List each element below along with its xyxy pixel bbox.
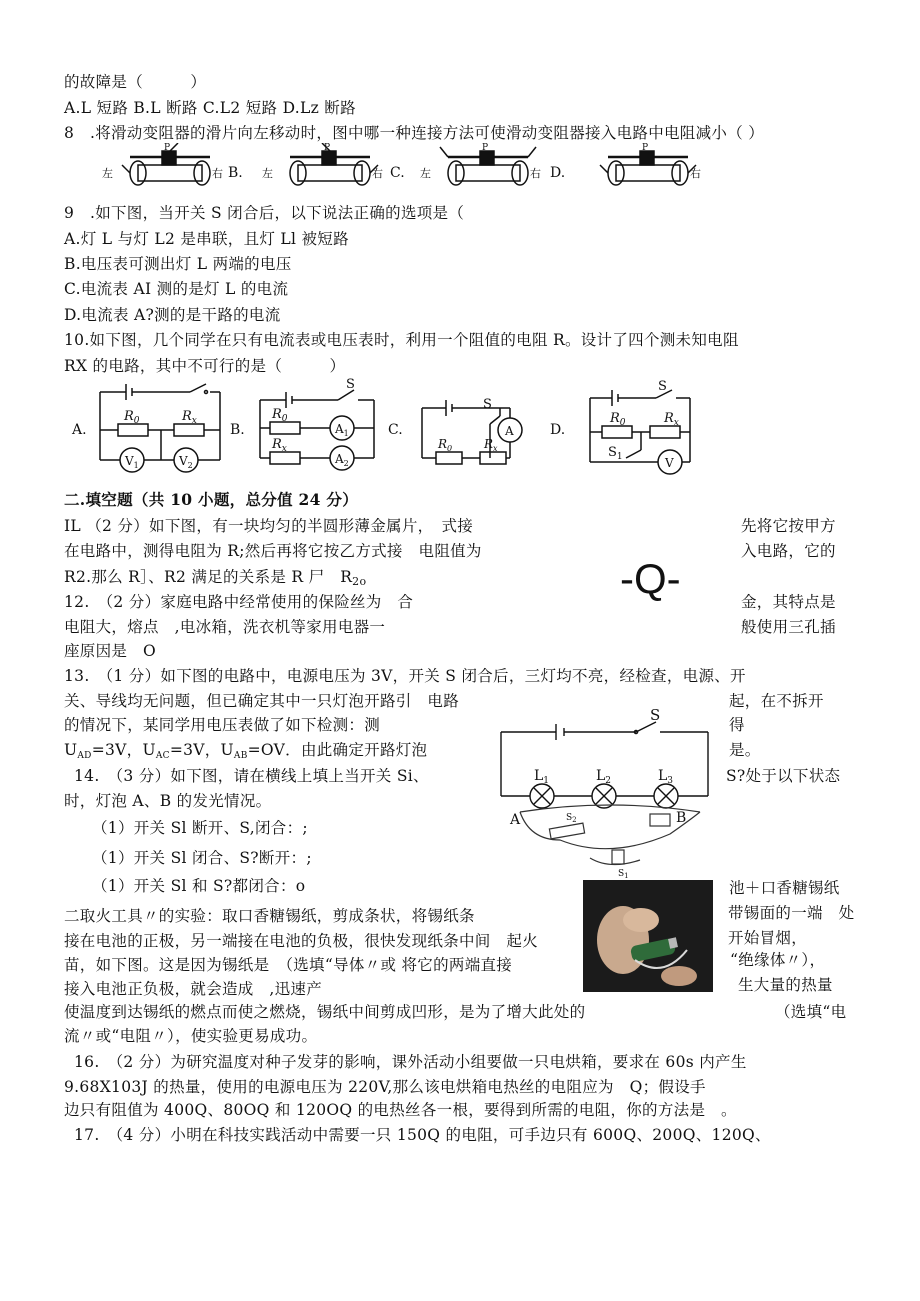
rheostat-a: [102, 143, 223, 185]
q11-line1: IL （2 分）如下图，有一块均匀的半圆形薄金属片， 式接: [64, 517, 474, 535]
svg-text:L3: $L_3$: [658, 768, 674, 786]
right-label: 右: [372, 167, 383, 180]
q13-line4-right: 是。: [729, 741, 761, 759]
svg-text:R0: $R_0$: [610, 411, 626, 428]
option-d-label: D.: [550, 165, 566, 181]
option-a-label: A.: [72, 422, 87, 438]
svg-text:R0: $R_0$: [272, 407, 288, 424]
option-d-label: D.: [550, 422, 566, 438]
q11-figure-mark: -Q-: [620, 555, 681, 602]
v2-label: $V_2$: [179, 454, 193, 470]
q7-tail: 的故障是（ ）: [64, 73, 207, 91]
switch-s-label: S: [483, 397, 492, 412]
q13-line2-right: 起，在不拆开: [729, 692, 824, 710]
q11-line2: 在电路中，测得电阻为 R;然后再将它按乙方式接 电阻值为: [64, 542, 482, 560]
q11-line3: R2.那么 R］、R2 满足的关系是 R 尸 R2o: [64, 568, 367, 588]
q15-line3-right: 开始冒烟，: [728, 929, 808, 947]
q16-line2: 9.68X103J 的热量，使用的电源电压为 220V,那么该电烘箱电热丝的电阻应为 Q；假设手: [64, 1078, 706, 1096]
svg-text:Rx: $R_x$: [664, 411, 679, 428]
svg-text:S1: $S_1$: [618, 869, 629, 880]
q16-line1: 16. （2 分）为研究温度对种子发芽的影响，课外活动小组要做一只电烘箱，要求在 60s 内产生: [74, 1053, 747, 1071]
q13-line3: 的情况下，某同学用电压表做了如下检测：测: [64, 716, 381, 734]
left-label: 左: [420, 167, 431, 180]
q9-option-d: D.电流表 A?测的是干路的电流: [64, 306, 281, 324]
q15-line4-right: “绝缘体〃），: [730, 951, 826, 969]
rheostat-c: [420, 143, 541, 185]
q15-line6: 流〃或“电阻〃），使实验更易成功。: [64, 1027, 318, 1045]
svg-text:A1: $A_1$: [335, 422, 349, 438]
q11-line1-right: 先将它按甲方: [741, 517, 836, 535]
svg-text:B: B: [676, 810, 687, 826]
circuit-d: [590, 379, 690, 474]
svg-text:S: S: [650, 706, 661, 724]
q9-stem: 9 .如下图，当开关 S 闭合后，以下说法正确的选项是（: [64, 204, 465, 222]
option-b-label: B.: [228, 165, 243, 181]
svg-text:Rx: $R_x$: [272, 437, 287, 454]
left-label: 左: [262, 167, 273, 180]
svg-text:A: A: [510, 812, 521, 828]
q14-circuit-figure: [500, 800, 720, 880]
q12-line2: 电阻大，熔点 ,电冰箱，洗衣机等家用电器一: [64, 618, 386, 636]
svg-text:A: A: [505, 424, 514, 438]
slider-label: P: [324, 143, 331, 153]
q10-stem-1: 10.如下图，几个同学在只有电流表或电压表时，利用一个阻值的电阻 R。设计了四个测未知电阻: [64, 331, 739, 349]
q12-line1: 12. （2 分）家庭电路中经常使用的保险丝为 合: [64, 593, 414, 611]
slider-label: P: [164, 143, 171, 153]
svg-text:L2: $L_2$: [596, 768, 612, 786]
q15-line1: 二取火工具〃的实验：取口香糖锡纸，剪成条状，将锡纸条: [64, 907, 475, 925]
circuit-b: [260, 378, 374, 470]
q14-stem: 14. （3 分）如下图，请在横线上填上当开关 Si、: [74, 767, 429, 785]
q14-item3: （1）开关 Sl 和 S?都闭合：o: [92, 877, 306, 895]
q8-rheostat-figures: [100, 143, 820, 191]
q15-line5-end: （选填“电: [775, 1003, 847, 1021]
q10-circuit-figures: [70, 378, 730, 484]
circuit-c: [422, 397, 522, 464]
section-fill-blank-title: 二.填空题（共 10 小题，总分值 24 分）: [64, 490, 359, 509]
q15-line5: 使温度到达锡纸的燃点而使之燃烧，锡纸中间剪成凹形，是为了增大此处的: [64, 1003, 586, 1021]
switch-s-label: S: [658, 379, 667, 394]
q14-item1: （1）开关 Sl 断开、S,闭合：;: [92, 819, 308, 837]
q13-measurements: UAD=3V，UAC=3V，UAB=OV．由此确定开路灯泡: [64, 741, 428, 761]
rheostat-b: [262, 143, 383, 185]
q12-line2-right: 般使用三孔插: [741, 618, 836, 636]
q13-line2: 关、导线均无问题，但已确定其中一只灯泡开路引 电路: [64, 692, 460, 710]
svg-text:A2: $A_2$: [335, 452, 349, 468]
svg-text:V: V: [665, 456, 674, 470]
svg-text:S1: $S_1$: [608, 445, 623, 462]
q9-option-a: A.灯 L 与灯 L2 是串联，且灯 Ll 被短路: [64, 230, 349, 248]
q15-line2-right: 带锡面的一端 处: [728, 904, 855, 922]
svg-text:Rx: $R_x$: [484, 437, 498, 453]
right-label: 右: [212, 167, 223, 180]
svg-text:R0: $R_0$: [438, 437, 453, 453]
q13-line3-right: 得: [729, 716, 745, 734]
rheostat-d: [600, 143, 701, 185]
q14-line2: 时，灯泡 A、B 的发光情况。: [64, 792, 272, 810]
q15-line4: 接入电池正负极，就会造成 ,迅速产: [64, 980, 323, 998]
slider-label: P: [482, 143, 489, 153]
q10-stem-2: RX 的电路，其中不可行的是（ ）: [64, 357, 346, 375]
r0-label: $R_0$: [124, 409, 140, 426]
circuit-a: [100, 384, 220, 472]
q13-stem: 13. （1 分）如下图的电路中，电源电压为 3V，开关 S 闭合后，三灯均不亮，经检查，电源、开: [64, 667, 746, 685]
q11-line2-right: 入电路，它的: [741, 542, 836, 560]
option-b-label: B.: [230, 422, 245, 438]
option-c-label: C.: [390, 165, 405, 181]
left-label: 左: [102, 167, 113, 180]
q15-photo: [583, 880, 713, 992]
q8-stem: 8 .将滑动变阻器的滑片向左移动时，图中哪一种连接方法可使滑动变阻器接入电路中电阻减小（ ）: [64, 124, 765, 142]
q9-option-c: C.电流表 AI 测的是灯 L 的电流: [64, 280, 289, 298]
q15-line1-right: 池＋口香糖锡纸: [729, 879, 840, 897]
v1-label: $V_1$: [125, 454, 139, 470]
q15-line2: 接在电池的正极，另一端接在电池的负极，很快发现纸条中间 起火: [64, 932, 539, 950]
q12-line1-right: 金，其特点是: [741, 593, 836, 611]
right-label: 右: [530, 167, 541, 180]
q13-circuit-figure: [496, 702, 716, 812]
q12-line3: 座原因是 O: [64, 642, 157, 660]
svg-text:S2: $S_2$: [566, 813, 577, 824]
q7-options: A.L 短路 B.L 断路 C.L2 短路 D.Lz 断路: [64, 99, 356, 117]
q16-line3: 边只有阻值为 400Q、80OQ 和 120OQ 的电热丝各一根，要得到所需的电阻，你的方法是 。: [64, 1101, 737, 1119]
right-label: 右: [690, 167, 701, 180]
q9-option-b: B.电压表可测出灯 L 两端的电压: [64, 255, 292, 273]
q17-line1: 17. （4 分）小明在科技实践活动中需要一只 150Q 的电阻，可手边只有 600Q、200Q、120Q、: [74, 1126, 771, 1144]
switch-s-label: S: [346, 378, 355, 392]
rx-label: $R_x$: [182, 409, 197, 426]
slider-label: P: [642, 143, 649, 153]
q15-line5-right: 生大量的热量: [738, 976, 833, 994]
q14-item2: （1）开关 Sl 闭合、S?断开：;: [92, 849, 312, 867]
option-c-label: C.: [388, 422, 403, 438]
q15-line3: 苗，如下图。这是因为锡纸是 （选填“导体〃或 将它的两端直接: [64, 956, 513, 974]
svg-text:L1: $L_1$: [534, 768, 550, 786]
q14-stem-right: S?处于以下状态: [726, 767, 841, 785]
